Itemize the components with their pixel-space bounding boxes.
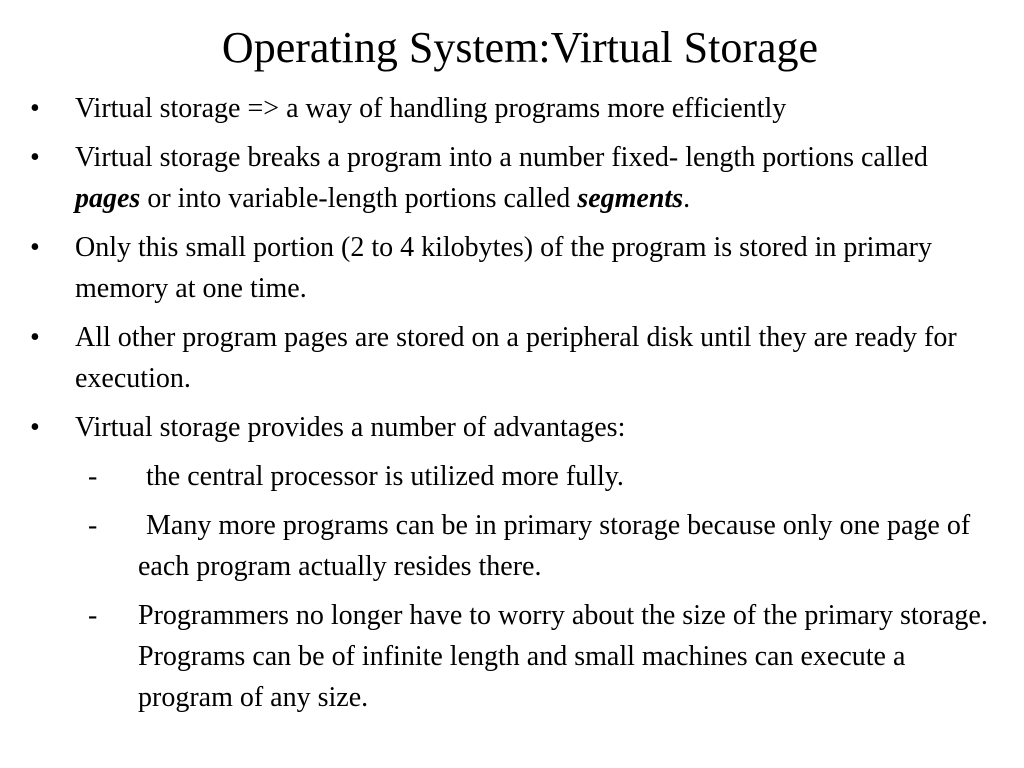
bullet-item: [0, 317, 1024, 399]
advantage-text: Many more programs can be in primary storage because only one page of each program actually resides there.: [138, 510, 971, 582]
bullet-text: Virtual storage breaks a program into a number fixed- length portions called: [75, 142, 928, 173]
bullet-item: [0, 88, 1024, 129]
dash-marker: -: [88, 510, 98, 541]
bullet-marker: •: [30, 142, 40, 173]
term-segments: segments: [577, 183, 684, 214]
bullet-item: [0, 227, 1024, 309]
bullet-list: [0, 88, 1024, 726]
bullet-marker: •: [30, 93, 40, 124]
slide-title: Operating System:Virtual Storage: [221, 23, 819, 72]
advantage-text: Programmers no longer have to worry about the size of the primary storage. Programs can be of infinite length and small machines can execute a program of any size.: [138, 600, 988, 713]
advantage-item: [0, 595, 1024, 718]
term-pages: pages: [75, 183, 141, 214]
bullet-item: [0, 407, 1024, 448]
bullet-text: Virtual storage => a way of handling programs more efficiently: [75, 93, 787, 124]
bullet-marker: •: [30, 322, 40, 353]
bullet-text: Virtual storage provides a number of advantages:: [75, 412, 626, 443]
bullet-text: Only this small portion (2 to 4 kilobytes) of the program is stored in primary memory at one time.: [75, 232, 932, 304]
dash-marker: -: [88, 600, 98, 631]
bullet-text: or into variable-length portions called: [140, 183, 578, 214]
bullet-marker: •: [30, 412, 40, 443]
advantage-text: the central processor is utilized more fully.: [146, 461, 624, 492]
dash-marker: -: [88, 461, 98, 492]
advantage-item: [0, 456, 1024, 497]
advantage-item: [0, 505, 1024, 587]
bullet-item: [0, 137, 1024, 219]
bullet-marker: •: [30, 232, 40, 263]
bullet-text: All other program pages are stored on a peripheral disk until they are ready for execution.: [75, 322, 957, 394]
bullet-text: .: [683, 183, 691, 214]
